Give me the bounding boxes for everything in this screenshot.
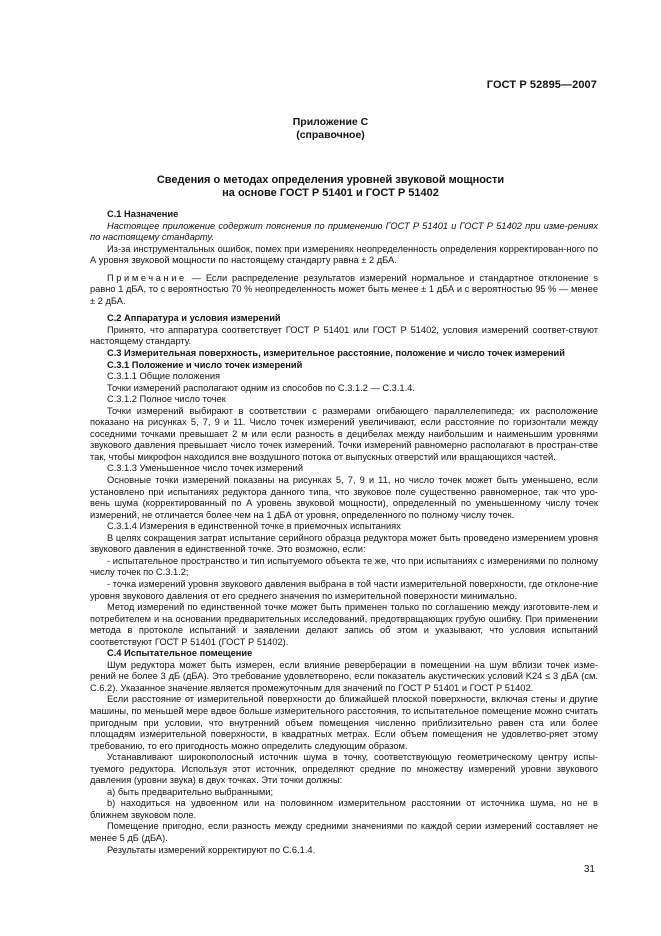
paragraph: В целях сокращения затрат испытание серийного образца редуктора может быть проведено измерением уровня звукового давления в единственной точке. Это возможно, если: xyxy=(90,532,598,555)
paragraph: Результаты измерений корректируют по С.6.1.4. xyxy=(107,844,316,855)
appendix-kind: (справочное) xyxy=(296,129,365,141)
appendix-label: Приложение С xyxy=(292,116,369,128)
paragraph: Шум редуктора может быть измерен, если влияние реверберации в помещении на шум вблизи точек изме-рений не более 3 дБ (дБА). Это требование удовлетворено, если показатель акустических условий K24 ≤ 3 дБА (см. С.6.2). Указанное значение является промежуточным для значений по ГОСТ Р 51401 и ГОСТ Р 51402. xyxy=(90,659,598,693)
page-number: 31 xyxy=(583,864,595,875)
paragraph: С.3.1.3 Уменьшенное число точек измерений xyxy=(107,463,304,474)
note-label: Примечание xyxy=(107,272,187,283)
paragraph: b) находиться на удвоенном или на половинном измерительном расстоянии от источника шума, но не в ближнем звуковом поле. xyxy=(90,798,598,820)
standard-code-header: ГОСТ Р 52895—2007 xyxy=(486,79,597,91)
section-heading: С.2 Аппаратура и условия измерений xyxy=(107,313,281,324)
appendix-title-line-2: на основе ГОСТ Р 51401 и ГОСТ Р 51402 xyxy=(222,187,439,199)
paragraph: С.3.1.1 Общие положения xyxy=(107,371,221,382)
paragraph: Помещение пригодно, если разность между средними значениями по каждой серии измерений составляет не менее 5 дБ (дБА). xyxy=(90,821,598,843)
section-heading: С.3 Измерительная поверхность, измерительное расстояние, положение и число точек измерений xyxy=(107,348,565,359)
appendix-title-line-1: Сведения о методах определения уровней звуковой мощности xyxy=(156,174,505,186)
section-heading: С.3.1 Положение и число точек измерений xyxy=(107,359,303,370)
paragraph: С.3.1.2 Полное число точек xyxy=(107,394,226,405)
paragraph xyxy=(90,273,598,308)
paragraph: - испытательное пространство и тип испытуемого объекта те же, что при испытаниях с измерениями по полному числу точек по С.3.1.2; xyxy=(90,555,598,578)
paragraph: Принято, что аппаратура соответствует ГОСТ Р 51401 или ГОСТ Р 51402, условия измерений соответ-ствуют настоящему стандарту. xyxy=(90,324,598,347)
section-heading: С.4 Испытательное помещение xyxy=(107,648,253,659)
paragraph: Точки измерений выбирают в соответствии с размерами огибающего параллелепипеда; их расположение показано на рисунках 5, 7, 9 и 11. Число точек измерений увеличивают, если расстояние по горизонтали между соседними точками превышает 2 м или если разность в децибелах между наибольшим и наименьшим уровнями звукового давления превышает число точек измерений. Точки измерений равномерно располагают в простран-стве так, чтобы микрофон находился вне воздушного потока от выпускных отверстий или вращающихся частей. xyxy=(90,405,598,462)
paragraph: Точки измерений располагают одним из способов по С.3.1.2 — С.3.1.4. xyxy=(107,382,415,393)
section-heading: С.1 Назначение xyxy=(107,209,179,219)
paragraph: Настоящее приложение содержит пояснения по применению ГОСТ Р 51401 и ГОСТ Р 51402 при изме-рениях по настоящему стандарту. xyxy=(90,220,598,243)
note-text: — Если распределение результатов измерений нормальное и стандартное отклонение s равно 1 дБА, то с вероятностью 70 % неопределенность может быть менее ± 1 дБА и с вероятностью 95 % — менее ± 2 дБА. xyxy=(90,272,598,306)
paragraph: С.3.1.4 Измерения в единственной точке в приемочных испытаниях xyxy=(107,521,401,532)
paragraph: Метод измерений по единственной точке может быть применен только по соглашению между изготовите-лем и потребителем и на основании предварительных исследований, предотвращающих грубую ошибку. При применении метода в протоколе испытаний и заявлении делают запись об этом и указывают, что условия испытаний соответствуют ГОСТ Р 51401 (ГОСТ Р 51402). xyxy=(90,602,598,647)
paragraph: Если расстояние от измерительной поверхности до ближайшей плоской поверхности, включая стены и другие машины, по меньшей мере вдвое больше измерительного расстояния, то испытательное помещение можно считать пригодным при условии, что внутренний объем помещения численно приблизительно равен ста или более площадям измерительной поверхности, в квадратных метрах. Если объем помещения не удовлетво-ряет этому требованию, то его пригодность можно определить следующим образом. xyxy=(90,694,598,751)
paragraph: - точка измерений уровня звукового давления выбрана в той части измерительной поверхности, где отклоне-ние уровня звукового давления от его среднего значения по измерительной поверхности минимально. xyxy=(90,578,598,601)
paragraph: а) быть предварительно выбранными; xyxy=(107,786,274,797)
paragraph: Основные точки измерений показаны на рисунках 5, 7, 9 и 11, но число точек может быть уменьшено, если установлено при испытаниях редуктора данного типа, что звуковое поле существенно равномерное, так что уро-вень шума (корректированный по А уровень звуковой мощности), определенный по уменьшенному числу точек измерений, не отличается более чем на 1 дБА от уровня, определенного по полному числу точек. xyxy=(90,475,598,520)
paragraph: Устанавливают широкополосный источник шума в точку, соответствующую геометрическому центру испы-туемого редуктора. Используя этот источник, определяют средние по множеству измерений уровни звукового давления (уровни звука) в двух точках. Эти точки должны: xyxy=(90,752,598,786)
document-body xyxy=(90,209,598,856)
paragraph: Из-за инструментальных ошибок, помех при измерениях неопределенность определения корректирован-ного по А уровня звуковой мощности по настоящему стандарту равна ± 2 дБА. xyxy=(90,243,598,266)
